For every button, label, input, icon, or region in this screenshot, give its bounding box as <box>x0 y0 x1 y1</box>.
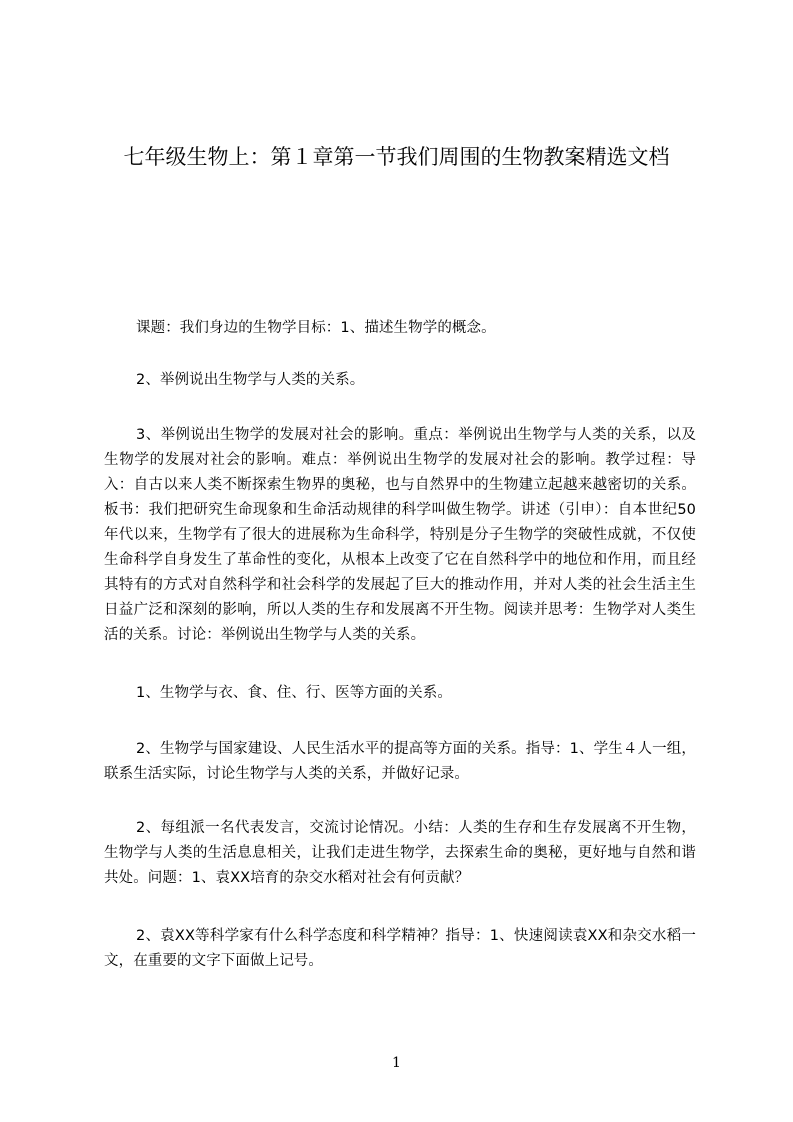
paragraph: 3、举例说出生物学的发展对社会的影响。重点：举例说出生物学与人类的关系，以及生物学的发展对社会的影响。难点：举例说出生物学的发展对社会的影响。教学过程：导入：自古以来人类不断探索生物界的奥秘，也与自然界中的生物建立起越来越密切的关系。板书：我们把研究生命现象和生命活动规律的科学叫做生物学。讲述（引申）：自本世纪50年代以来，生物学有了很大的进展称为生命科学，特别是分子生物学的突破性成就，不仅使生命科学自身发生了革命性的变化，从根本上改变了它在自然科学中的地位和作用，而且经其特有的方式对自然科学和社会科学的发展起了巨大的推动作用，并对人类的社会生活主生日益广泛和深刻的影响，所以人类的生存和发展离不开生物。阅读并思考：生物学对人类生活的关系。讨论：举例说出生物学与人类的关系。 <box>104 427 696 643</box>
paragraph: 2、生物学与国家建设、人民生活水平的提高等方面的关系。指导：1、学生４人一组，联系生活实际，讨论生物学与人类的关系，并做好记录。 <box>104 741 696 782</box>
paragraph: 1、生物学与衣、食、住、行、医等方面的关系。 <box>136 685 452 701</box>
document-body <box>104 316 696 974</box>
paragraph: 2、袁XX等科学家有什么科学态度和科学精神？指导：1、快速阅读袁XX和杂交水稻一文，在重要的文字下面做上记号。 <box>104 928 696 969</box>
document-title: 七年级生物上：第１章第一节我们周围的生物教案精选文档 <box>123 145 670 169</box>
paragraph: 2、每组派一名代表发言，交流讨论情况。小结：人类的生存和生存发展离不开生物，生物学与人类的生活息息相关，让我们走进生物学，去探索生命的奥秘，更好地与自然和谐共处。问题：1、袁XX培育的杂交水稻对社会有何贡献？ <box>104 820 696 886</box>
paragraph: 课题：我们身边的生物学目标：1、描述生物学的概念。 <box>136 320 496 336</box>
paragraph: 2、举例说出生物学与人类的关系。 <box>136 372 365 388</box>
page-number: 1 <box>392 1055 401 1071</box>
